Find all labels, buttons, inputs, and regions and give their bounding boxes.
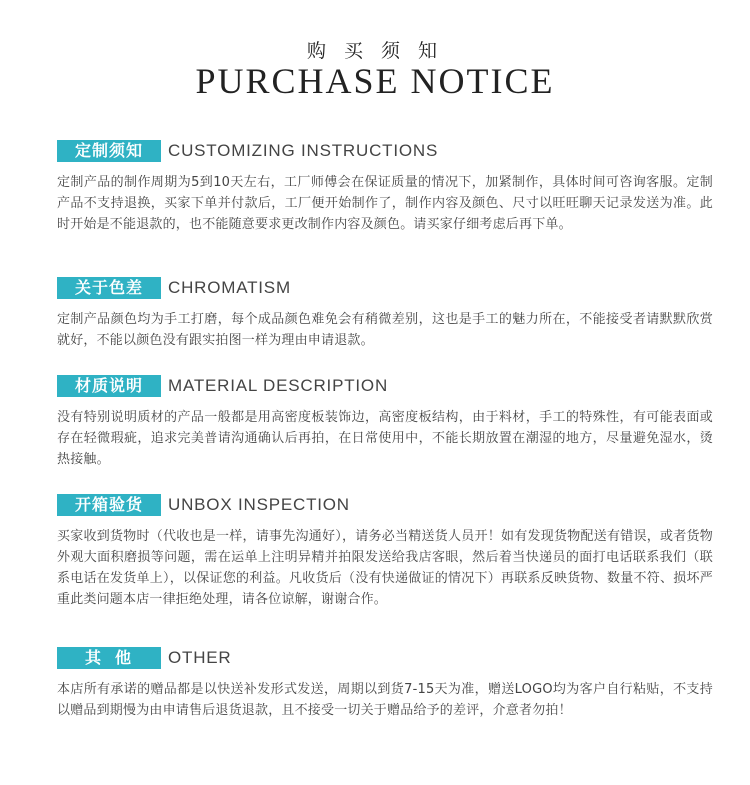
section-title-english: CHROMATISM (168, 278, 291, 297)
page-title-english: PURCHASE NOTICE (195, 61, 555, 101)
section-badge: 其他 (57, 647, 161, 669)
section-heading (57, 375, 713, 397)
section-badge: 开箱验货 (57, 494, 161, 516)
section-heading (57, 647, 713, 669)
section-body: 买家收到货物时（代收也是一样，请事先沟通好），请务必当精送货人员开！如有发现货物配送有错误，或者货物外观大面积磨损等问题，需在运单上注明异精并拍限发送给我店客眼，然后着当快递员的面打电话联系我们（联系电话在发货单上），以保证您的利益。凡收货后（没有快递做证的情况下）再联系反映货物、数量不符、损坏严重此类问题本店一律拒绝处理，请各位谅解，谢谢合作。 (57, 529, 713, 607)
section-title-english: MATERIAL DESCRIPTION (168, 376, 389, 395)
section-title-english: UNBOX INSPECTION (168, 495, 350, 514)
section-heading (57, 494, 713, 516)
section-heading (57, 140, 713, 162)
section-unbox (57, 494, 713, 610)
section-other (57, 647, 713, 721)
section-body: 没有特别说明质材的产品一般都是用高密度板装饰边，高密度板结构，由于料材，手工的特殊性，有可能表面或存在轻微瑕疵，追求完美普请沟通确认后再拍，在日常使用中，不能长期放置在潮湿的地方，尽量避免湿水，烫热接触。 (57, 410, 713, 467)
section-badge: 关于色差 (57, 277, 161, 299)
section-title-english: CUSTOMIZING INSTRUCTIONS (168, 141, 439, 160)
section-heading (57, 277, 713, 299)
section-badge: 定制须知 (57, 140, 161, 162)
page-title-chinese: 购 买 须 知 (306, 40, 444, 62)
section-body: 本店所有承诺的赠品都是以快送补发形式发送，周期以到货7-15天为准，赠送LOGO均为客户自行粘贴，不支持以赠品到期慢为由申请售后退货退款，且不接受一切关于赠品给予的差评，介意者勿拍！ (57, 682, 713, 718)
section-badge: 材质说明 (57, 375, 161, 397)
section-body: 定制产品颜色均为手工打磨，每个成品颜色难免会有稍微差别，这也是手工的魅力所在，不能接受者请默默欣赏就好，不能以颜色没有跟实拍图一样为理由申请退款。 (57, 312, 713, 348)
section-material (57, 375, 713, 470)
section-chromatism (57, 277, 713, 351)
section-customizing (57, 140, 713, 235)
section-title-english: OTHER (168, 648, 232, 667)
section-body: 定制产品的制作周期为5到10天左右，工厂师傅会在保证质量的情况下，加紧制作，具体时间可咨询客服。定制产品不支持退换，买家下单并付款后，工厂便开始制作了，制作内容及颜色、尺寸以旺旺聊天记录发送为准。此时开始是不能退款的，也不能随意要求更改制作内容及颜色。请买家仔细考虑后再下单。 (57, 175, 713, 232)
